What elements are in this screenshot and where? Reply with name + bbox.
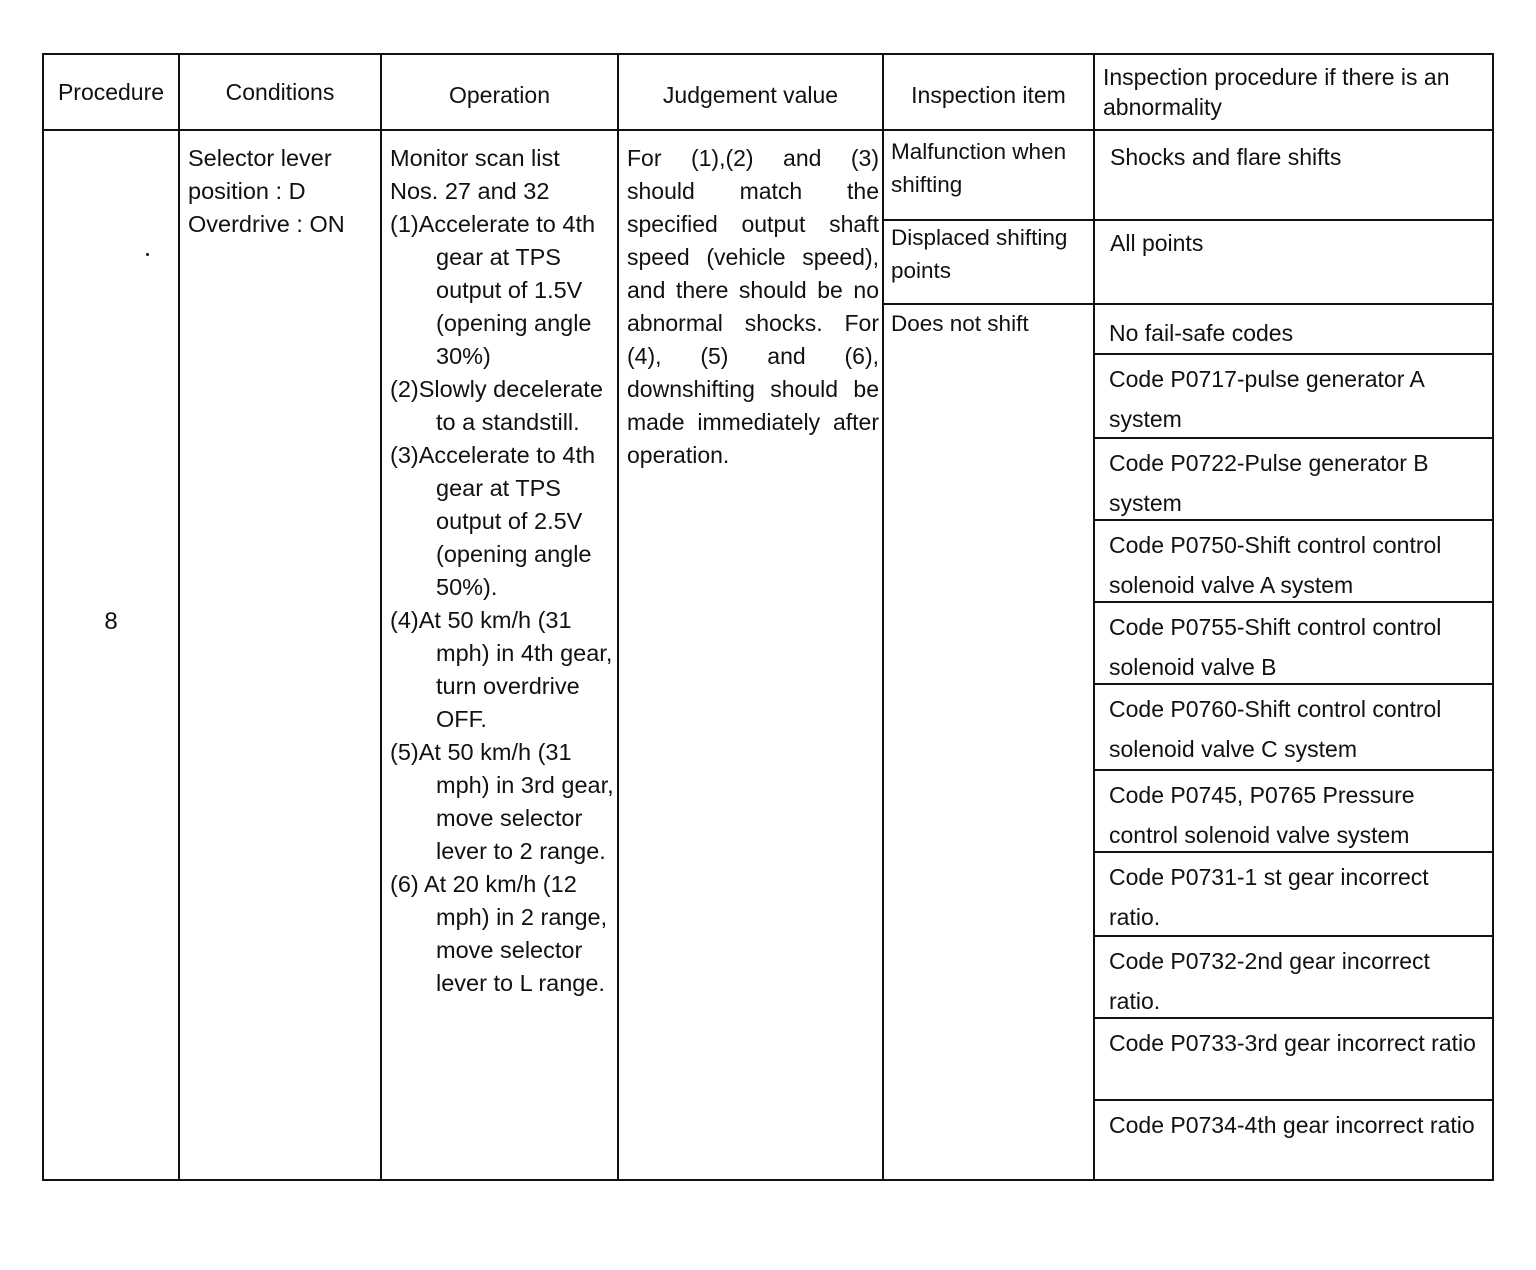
header-conditions: Conditions	[225, 78, 335, 105]
header-judgement: Judgement value	[662, 81, 839, 108]
header-procedure: Procedure	[57, 78, 165, 105]
code-p0717: Code P0717-pulse generator A system	[1109, 366, 1424, 432]
procedure-shocks: Shocks and flare shifts	[1110, 144, 1342, 170]
code-p0760: Code P0760-Shift control control solenoid valve C system	[1109, 696, 1442, 762]
col-divider-1	[178, 53, 180, 1181]
code-p0755: Code P0755-Shift control control solenoid valve B	[1109, 614, 1442, 680]
code-no-fail-safe: No fail-safe codes	[1109, 320, 1294, 346]
inspection-table	[42, 53, 1494, 1181]
inspection-item-malfunction: Malfunction when shifting	[891, 139, 1067, 197]
code-p0731: Code P0731-1 st gear incorrect ratio.	[1109, 864, 1429, 930]
code-p0745-p0765: Code P0745, P0765 Pressure control solenoid valve system	[1109, 782, 1415, 848]
col-divider-4	[882, 53, 884, 1181]
operation-step-3: (3)Accelerate to 4th gear at TPS output of 2.5V (opening angle 50%).	[390, 442, 596, 600]
stray-mark	[146, 253, 149, 256]
operation-intro: Monitor scan list Nos. 27 and 32	[390, 145, 560, 204]
col-divider-2	[380, 53, 382, 1181]
header-inspection-item: Inspection item	[911, 81, 1066, 108]
code-p0734: Code P0734-4th gear incorrect ratio	[1109, 1112, 1475, 1138]
operation-step-4: (4)At 50 km/h (31 mph) in 4th gear, turn overdrive OFF.	[390, 607, 613, 732]
item-separator-2	[882, 303, 1494, 305]
table-border-bottom	[42, 1179, 1494, 1181]
header-operation: Operation	[448, 81, 550, 108]
operation-step-6: (6) At 20 km/h (12 mph) in 2 range, move selector lever to L range.	[390, 871, 608, 996]
operation-step-2: (2)Slowly decelerate to a standstill.	[390, 376, 603, 435]
procedure-all-points: All points	[1110, 230, 1204, 256]
operation-cell	[390, 142, 614, 1000]
code-p0750: Code P0750-Shift control control solenoid valve A system	[1109, 532, 1442, 598]
col-divider-3	[617, 53, 619, 1181]
code-p0733: Code P0733-3rd gear incorrect ratio	[1109, 1030, 1476, 1056]
header-inspection-procedure: Inspection procedure if there is an abnormality	[1103, 64, 1450, 120]
judgement-text: For (1),(2) and (3) should match the specified output shaft speed (vehicle speed), and there should be no abnormal shocks. For (4), (5) and (6), downshifting should be made immediately after operation.	[627, 145, 879, 468]
code-p0722: Code P0722-Pulse generator B system	[1109, 450, 1429, 516]
table-border-right	[1492, 53, 1494, 1181]
operation-step-1: (1)Accelerate to 4th gear at TPS output of 1.5V (opening angle 30%)	[390, 211, 596, 369]
conditions-text: Selector lever position : D Overdrive : ON	[188, 145, 345, 237]
operation-step-5: (5)At 50 km/h (31 mph) in 3rd gear, move selector lever to 2 range.	[390, 739, 614, 864]
code-p0732: Code P0732-2nd gear incorrect ratio.	[1109, 948, 1430, 1014]
procedure-number: 8	[104, 608, 118, 635]
inspection-item-displaced: Displaced shifting points	[891, 225, 1068, 283]
inspection-item-no-shift: Does not shift	[891, 311, 1029, 336]
